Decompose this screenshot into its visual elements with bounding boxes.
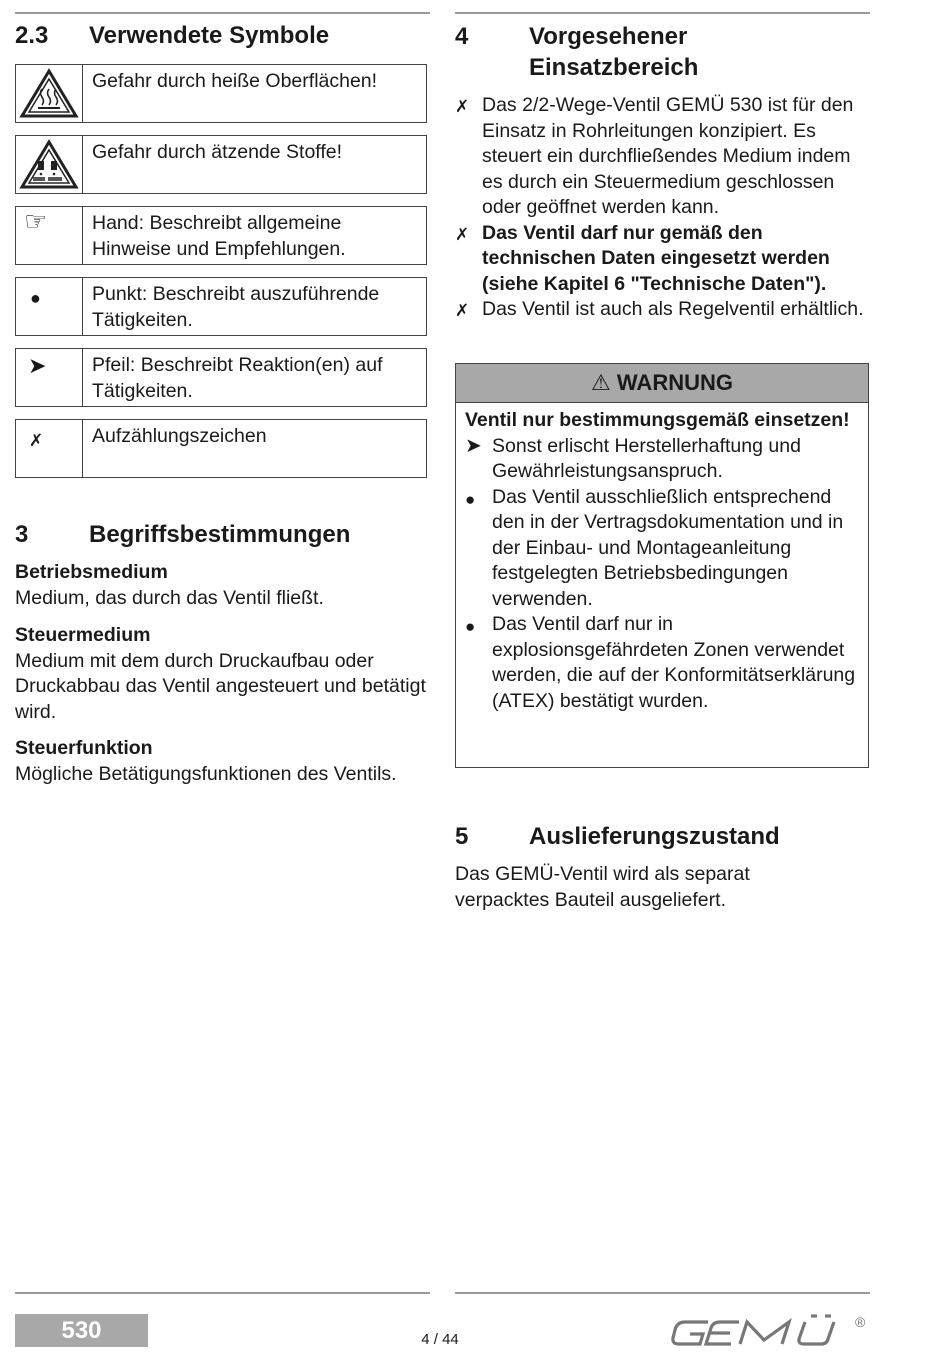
warning-triangle-icon: ⚠ xyxy=(591,370,611,395)
registered-mark: ® xyxy=(855,1314,866,1330)
list-item-text: Sonst erlischt Herstellerhaftung und Gewährleistungsanspruch. xyxy=(492,434,801,482)
symbol-description: Pfeil: Beschreibt Reaktion(en) auf Tätigkeiten. xyxy=(92,354,383,402)
section-number: 4 xyxy=(455,23,469,50)
symbol-description: Hand: Beschreibt allgemeine Hinweise und Empfehlungen. xyxy=(92,212,346,260)
list-item xyxy=(465,485,860,613)
warning-title: WARNUNG xyxy=(616,370,733,395)
cross-bullet-icon: ✗ xyxy=(455,97,470,116)
section-number: 3 xyxy=(15,521,29,548)
cross-bullet-icon: ✗ xyxy=(16,420,83,477)
term-definition: Medium mit dem durch Druckaufbau oder Druckabbau das Ventil angesteuert und betätigt wird. xyxy=(15,649,426,723)
section-number: 5 xyxy=(455,823,469,850)
list-item xyxy=(455,221,870,298)
section-title: Vorgesehener Einsatzbereich xyxy=(529,23,699,81)
top-rule-left xyxy=(15,12,430,14)
section-5-heading xyxy=(455,821,870,852)
term-steuerfunktion xyxy=(15,736,435,787)
term-title: Betriebsmedium xyxy=(15,561,168,583)
warning-lead: Ventil nur bestimmungsgemäß einsetzen! xyxy=(465,409,850,431)
term-definition: Mögliche Betätigungsfunktionen des Ventils. xyxy=(15,762,397,785)
cross-bullet-icon: ✗ xyxy=(455,224,470,244)
term-title: Steuermedium xyxy=(15,624,151,646)
symbol-row-hot-surface xyxy=(15,64,427,123)
symbol-row-dot xyxy=(15,277,427,336)
gemu-logo xyxy=(668,1308,868,1352)
symbol-description: Gefahr durch heiße Oberflächen! xyxy=(92,70,378,92)
term-steuermedium xyxy=(15,623,435,725)
symbol-row-corrosive xyxy=(15,135,427,194)
list-item xyxy=(455,297,870,323)
list-item-text: Das Ventil ist auch als Regelventil erhältlich. xyxy=(482,298,864,320)
section-title: Begriffsbestimmungen xyxy=(89,521,351,548)
dot-icon: ● xyxy=(16,278,83,335)
arrow-icon: ➤ xyxy=(16,349,83,406)
symbol-row-cross xyxy=(15,419,427,478)
product-badge: 530 xyxy=(15,1314,148,1347)
symbol-description: Punkt: Beschreibt auszuführende Tätigkeiten. xyxy=(92,283,380,331)
term-definition: Medium, das durch das Ventil fließt. xyxy=(15,586,324,609)
page-number: 4 / 44 xyxy=(421,1331,459,1348)
list-item xyxy=(455,93,870,221)
arrow-icon: ➤ xyxy=(465,434,482,457)
section-number: 2.3 xyxy=(15,22,49,49)
pointing-hand-icon: ☞ xyxy=(16,207,83,264)
list-item xyxy=(465,434,860,485)
usage-bullet-list xyxy=(455,93,870,323)
corrosive-warning-icon xyxy=(16,136,83,193)
term-title: Steuerfunktion xyxy=(15,737,153,759)
symbol-row-arrow xyxy=(15,348,427,407)
bottom-rule-right xyxy=(455,1292,870,1294)
warning-list xyxy=(465,434,860,715)
section-title: Auslieferungszustand xyxy=(529,823,780,850)
section-4-heading xyxy=(455,21,870,83)
dot-icon: ● xyxy=(465,617,476,636)
list-item-text: Das Ventil ausschließlich entsprechend den in der Vertragsdokumentation und in der Einbau- und Montageanleitung festgelegten Betriebsbedingungen verwenden. xyxy=(492,485,844,610)
list-item-text: Das Ventil darf nur in explosionsgefährdeten Zonen verwendet werden, die auf der Konformitätserklärung (ATEX) bestätigt wurden. xyxy=(492,613,856,712)
section-title: Verwendete Symbole xyxy=(89,22,330,49)
warning-body xyxy=(456,403,868,714)
top-rule-right xyxy=(455,12,870,14)
cross-bullet-icon: ✗ xyxy=(455,301,470,320)
section-5-text: Das GEMÜ-Ventil wird als separat verpacktes Bauteil ausgeliefert. xyxy=(455,863,750,911)
list-item-text: Das 2/2-Wege-Ventil GEMÜ 530 ist für den Einsatz in Rohrleitungen konzipiert. Es steuert ein durchfließendes Medium indem es durch ein Steuermedium geschlossen oder geöffnet werden kann. xyxy=(482,94,854,218)
section-3-heading xyxy=(15,519,430,550)
warning-header xyxy=(456,364,868,403)
hot-surface-warning-icon xyxy=(16,65,83,122)
warning-box xyxy=(455,363,869,768)
list-item-text: Das Ventil darf nur gemäß den technischen Daten eingesetzt werden (siehe Kapitel 6 "Technische Daten"). xyxy=(482,221,830,295)
dot-icon: ● xyxy=(465,489,476,509)
list-item xyxy=(465,612,860,714)
symbol-description: Gefahr durch ätzende Stoffe! xyxy=(92,141,343,163)
symbol-description: Aufzählungszeichen xyxy=(92,425,267,447)
section-2-3-heading xyxy=(15,20,430,51)
term-betriebsmedium xyxy=(15,560,435,611)
bottom-rule-left xyxy=(15,1292,430,1294)
symbol-row-hand xyxy=(15,206,427,265)
